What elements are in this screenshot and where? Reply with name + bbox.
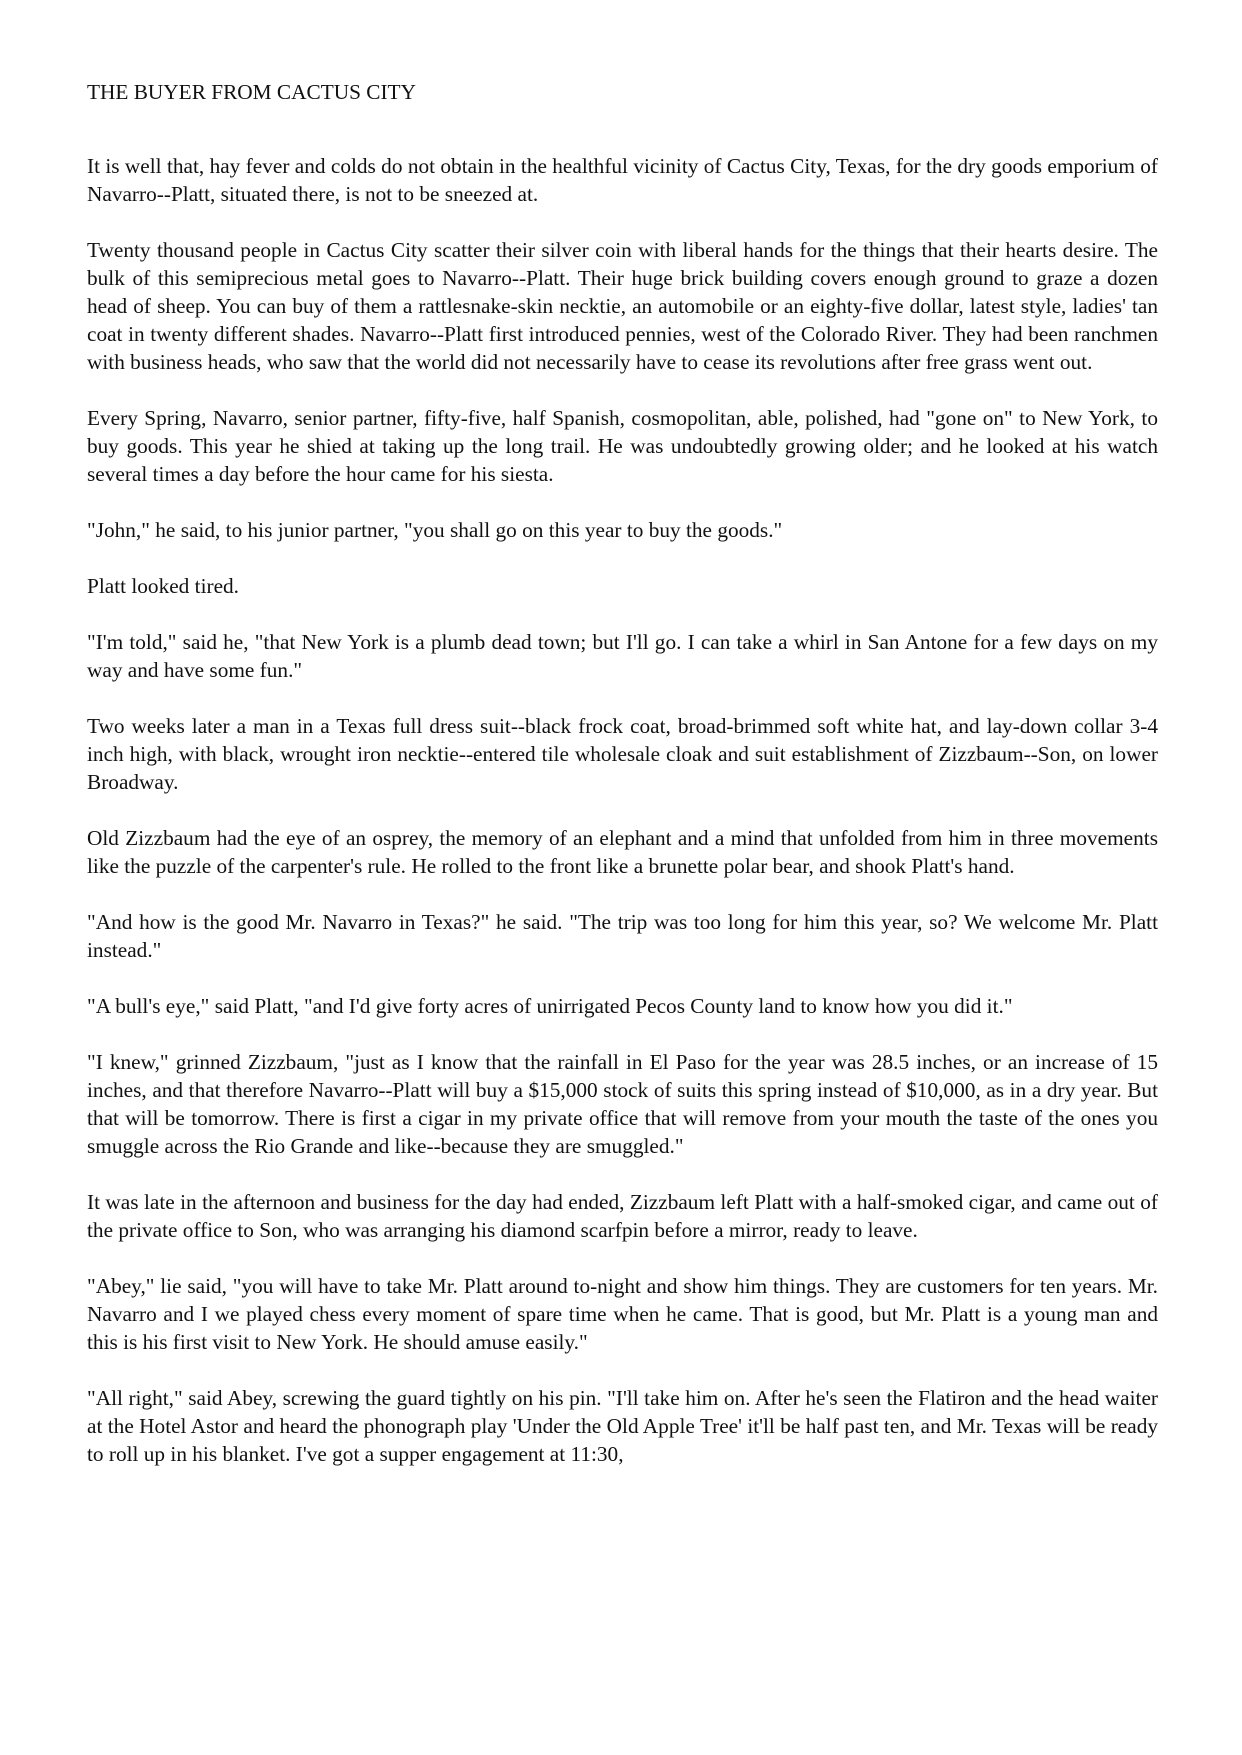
paragraph-12: It was late in the afternoon and business for the day had ended, Zizzbaum left Platt with a half-smoked cigar, and came out of the private office to Son, who was arranging his diamond scarfpin before a mirror, ready to leave. <box>87 1190 1158 1242</box>
paragraph-13: "Abey," lie said, "you will have to take Mr. Platt around to-night and show him things. They are customers for ten years. Mr. Navarro and I we played chess every moment of spare time when he came. That is good, but Mr. Platt is a young man and this is his first visit to New York. He should amuse easily." <box>87 1274 1158 1354</box>
document-title: THE BUYER FROM CACTUS CITY <box>87 80 416 104</box>
paragraph-11: "I knew," grinned Zizzbaum, "just as I know that the rainfall in El Paso for the year was 28.5 inches, or an increase of 15 inches, and that therefore Navarro--Platt will buy a $15,000 stock of suits this spring instead of $10,000, as in a dry year. But that will be tomorrow. There is first a cigar in my private office that will remove from your mouth the taste of the ones you smuggle across the Rio Grande and like--because they are smuggled." <box>87 1050 1158 1158</box>
paragraph-8: Old Zizzbaum had the eye of an osprey, the memory of an elephant and a mind that unfolded from him in three movements like the puzzle of the carpenter's rule. He rolled to the front like a brunette polar bear, and shook Platt's hand. <box>87 826 1158 878</box>
paragraph-14: "All right," said Abey, screwing the guard tightly on his pin. "I'll take him on. After he's seen the Flatiron and the head waiter at the Hotel Astor and heard the phonograph play 'Under the Old Apple Tree' it'll be half past ten, and Mr. Texas will be ready to roll up in his blanket. I've got a supper engagement at 11:30, <box>87 1386 1158 1466</box>
paragraph-7: Two weeks later a man in a Texas full dress suit--black frock coat, broad-brimmed soft white hat, and lay-down collar 3-4 inch high, with black, wrought iron necktie--entered tile wholesale cloak and suit establishment of Zizzbaum--Son, on lower Broadway. <box>87 714 1158 794</box>
paragraph-10: "A bull's eye," said Platt, "and I'd give forty acres of unirrigated Pecos County land to know how you did it." <box>87 994 1013 1018</box>
paragraph-2: Twenty thousand people in Cactus City scatter their silver coin with liberal hands for the things that their hearts desire. The bulk of this semiprecious metal goes to Navarro--Platt. Their huge brick building covers enough ground to graze a dozen head of sheep. You can buy of them a rattlesnake-skin necktie, an automobile or an eighty-five dollar, latest style, ladies' tan coat in twenty different shades. Navarro--Platt first introduced pennies, west of the Colorado River. They had been ranchmen with business heads, who saw that the world did not necessarily have to cease its revolutions after free grass went out. <box>87 238 1158 374</box>
paragraph-3: Every Spring, Navarro, senior partner, fifty-five, half Spanish, cosmopolitan, able, polished, had "gone on" to New York, to buy goods. This year he shied at taking up the long trail. He was undoubtedly growing older; and he looked at his watch several times a day before the hour came for his siesta. <box>87 406 1158 486</box>
paragraph-6: "I'm told," said he, "that New York is a plumb dead town; but I'll go. I can take a whirl in San Antone for a few days on my way and have some fun." <box>87 630 1158 682</box>
paragraph-9: "And how is the good Mr. Navarro in Texas?" he said. "The trip was too long for him this year, so? We welcome Mr. Platt instead." <box>87 910 1158 962</box>
paragraph-5: Platt looked tired. <box>87 574 240 598</box>
paragraph-1: It is well that, hay fever and colds do not obtain in the healthful vicinity of Cactus City, Texas, for the dry goods emporium of Navarro--Platt, situated there, is not to be sneezed at. <box>87 154 1158 206</box>
paragraph-4: "John," he said, to his junior partner, "you shall go on this year to buy the goods." <box>87 518 783 542</box>
document-page <box>87 78 1158 1496</box>
